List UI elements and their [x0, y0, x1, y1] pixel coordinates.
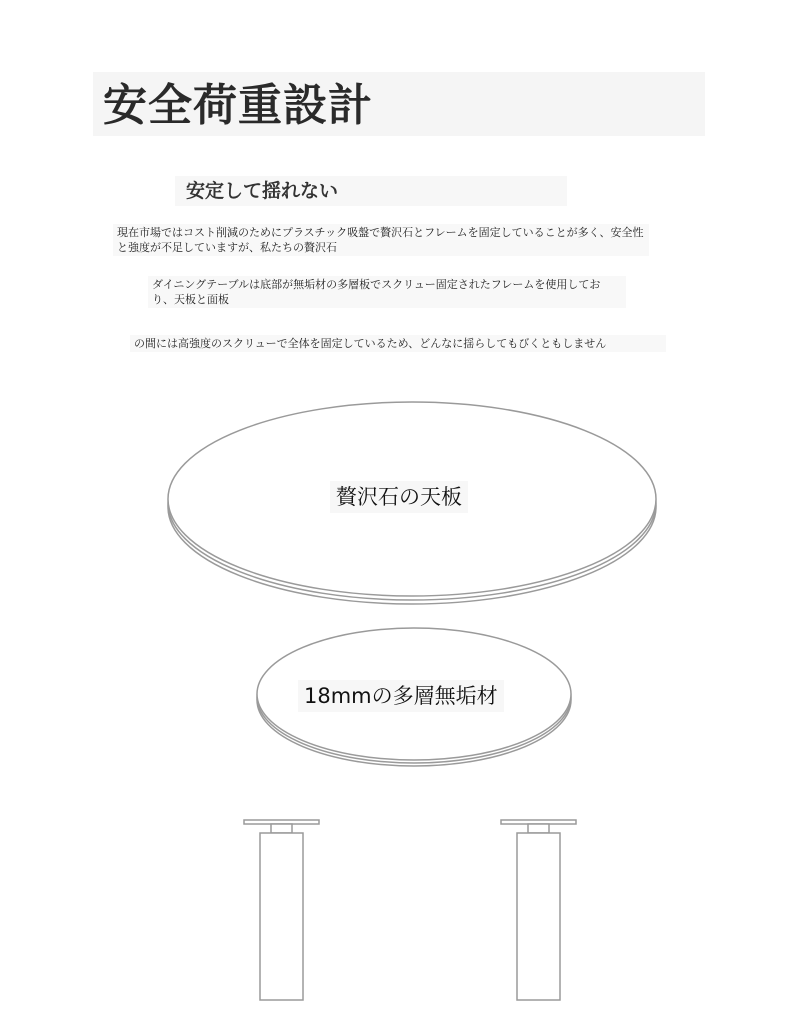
- left-leg-illustration: [244, 820, 319, 1000]
- right-leg-connector: [528, 824, 549, 833]
- description-paragraph-2: ダイニングテーブルは底部が無垢材の多層板でスクリュー固定されたフレームを使用しており、天板と面板: [148, 276, 626, 308]
- page-title: 安全荷重設計: [103, 80, 373, 131]
- right-leg-illustration: [501, 820, 576, 1000]
- right-leg-post: [517, 833, 560, 1000]
- description-paragraph-3: の間には高強度のスクリューで全体を固定しているため、どんなに揺らしてもびくともしません: [130, 335, 666, 352]
- left-leg-connector: [271, 824, 292, 833]
- left-leg-post: [260, 833, 303, 1000]
- description-paragraph-1: 現在市場ではコスト削減のためにプラスチック吸盤で贅沢石とフレームを固定していることが多く、安全性と強度が不足していますが、私たちの贅沢石: [113, 224, 649, 256]
- wood-board-label: 18mmの多層無垢材: [298, 680, 504, 712]
- stone-tabletop-label: 贅沢石の天板: [330, 481, 468, 513]
- page-subtitle: 安定して揺れない: [186, 180, 339, 202]
